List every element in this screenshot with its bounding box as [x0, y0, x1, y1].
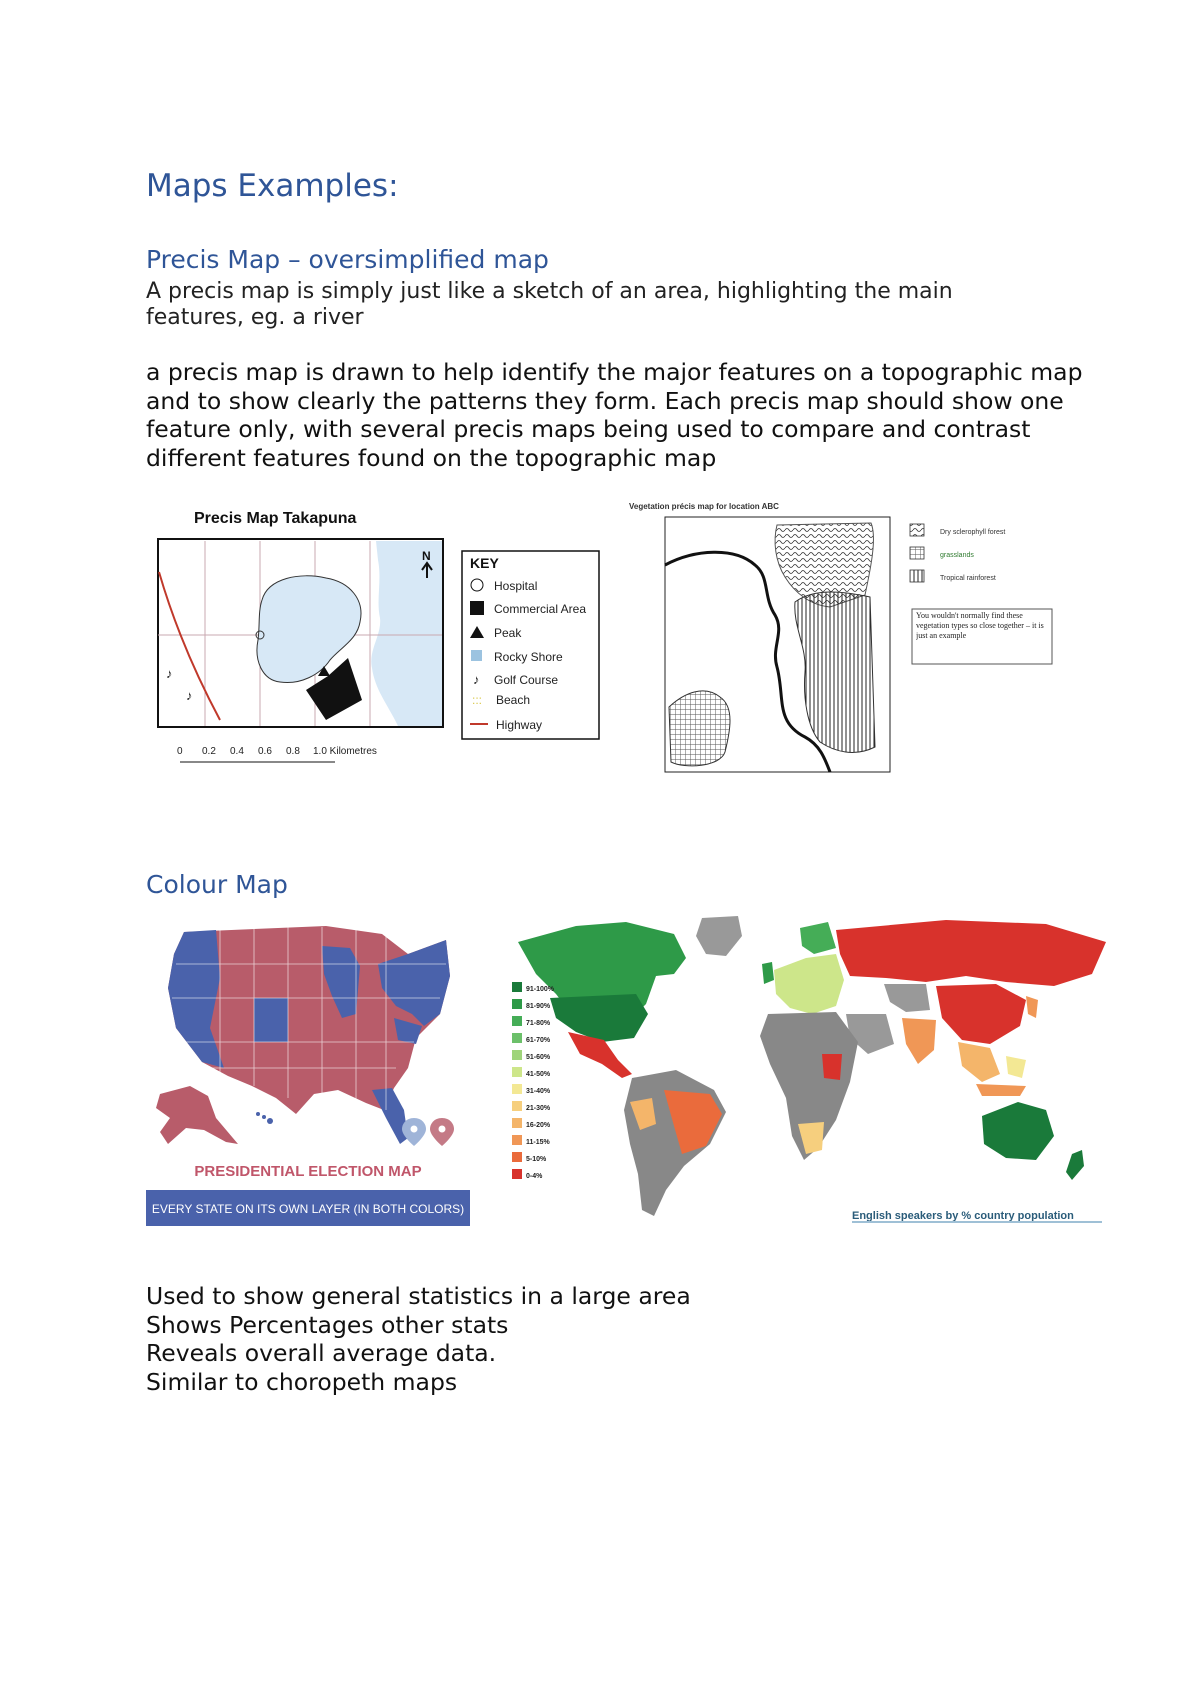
- key-item-hospital: Hospital: [494, 579, 538, 593]
- world-figure: [506, 914, 1106, 1228]
- legend-swatch: [512, 999, 522, 1009]
- central-asia-shape: [884, 984, 930, 1012]
- legend-label: 0-4%: [526, 1173, 543, 1180]
- grasslands-area: [669, 691, 730, 766]
- colour-map-notes: [146, 1282, 691, 1396]
- golf-icon: ♪: [473, 672, 480, 687]
- note-line: Similar to choropeth maps: [146, 1367, 458, 1396]
- new-zealand-shape: [1066, 1150, 1084, 1180]
- key-item-beach: Beach: [496, 693, 531, 707]
- world-legend: [512, 982, 555, 1180]
- legend-label: 71-80%: [526, 1020, 551, 1027]
- greenland-shape: [696, 916, 742, 956]
- legend-label: 51-60%: [526, 1054, 551, 1061]
- svg-text:0.8: 0.8: [286, 746, 300, 757]
- legend-swatch: [512, 1067, 522, 1077]
- legend-swatch: [512, 1084, 522, 1094]
- vegetation-figure: [625, 497, 1070, 777]
- legend-swatch: [512, 1033, 522, 1043]
- vegetation-title: Vegetation précis map for location ABC: [629, 502, 779, 511]
- key-title: KEY: [470, 555, 499, 571]
- takapuna-figure: [150, 500, 610, 770]
- precis-intro: A precis map is simply just like a sketch of an area, highlighting the main features, eg. a river: [146, 279, 953, 330]
- east-africa-shape: [822, 1054, 842, 1080]
- southeast-asia-shape: [958, 1042, 1000, 1082]
- svg-text:0.6: 0.6: [258, 746, 272, 757]
- legend-label: 81-90%: [526, 1003, 551, 1010]
- svg-text:1.0 Kilometres: 1.0 Kilometres: [313, 746, 377, 757]
- golf-course-icon: ♪: [166, 666, 173, 681]
- legend-rain-icon: [910, 570, 924, 582]
- note-line: Reveals overall average data.: [146, 1339, 497, 1367]
- north-label: N: [422, 549, 431, 563]
- legend-swatch: [512, 1016, 522, 1026]
- legend-label: 31-40%: [526, 1088, 551, 1095]
- legend-rain-label: Tropical rainforest: [940, 575, 996, 582]
- note-line: Shows Percentages other stats: [146, 1310, 509, 1339]
- legend-label: 41-50%: [526, 1071, 551, 1078]
- japan-shape: [1026, 996, 1038, 1018]
- election-figure: [146, 918, 470, 1226]
- beach-icon: :::: [472, 693, 483, 707]
- legend-swatch: [512, 1152, 522, 1162]
- commercial-area-icon: [470, 601, 484, 615]
- scandinavia-shape: [800, 922, 836, 954]
- legend-label: 61-70%: [526, 1037, 551, 1044]
- key-item-commercial: Commercial Area: [494, 602, 587, 616]
- europe-shape: [774, 954, 844, 1014]
- precis-body: a precis map is drawn to help identify the major features on a topographic map and to show clearly the patterns they form. Each precis map should show one feature only, with several precis maps being used to compare and contrast different features found on the topographic map: [146, 358, 1083, 472]
- svg-text:0.4: 0.4: [230, 746, 244, 757]
- philippines-shape: [1006, 1056, 1026, 1078]
- election-title: PRESIDENTIAL ELECTION MAP: [194, 1163, 422, 1180]
- note-line: Used to show general statistics in a large area: [146, 1282, 691, 1310]
- svg-text:0.2: 0.2: [202, 746, 216, 757]
- legend-grass-icon: [910, 547, 924, 559]
- legend-swatch: [512, 1169, 522, 1179]
- indonesia-shape: [976, 1084, 1026, 1096]
- legend-swatch: [512, 1135, 522, 1145]
- key-item-peak: Peak: [494, 626, 522, 640]
- us-mountain-blue-states: [254, 998, 288, 1042]
- page-title: Maps Examples:: [146, 168, 399, 204]
- key-item-golf: Golf Course: [494, 673, 559, 687]
- world-caption: English speakers by % country population: [852, 1210, 1074, 1222]
- legend-grass-label: grasslands: [940, 552, 974, 559]
- legend-label: 91-100%: [526, 986, 555, 993]
- legend-label: 16-20%: [526, 1122, 551, 1129]
- legend-label: 5-10%: [526, 1156, 547, 1163]
- china-shape: [936, 984, 1026, 1044]
- russia-shape: [836, 920, 1106, 986]
- legend-dry-icon: [910, 524, 924, 536]
- legend-label: 11-15%: [526, 1139, 550, 1146]
- legend-swatch: [512, 1101, 522, 1111]
- vegetation-note: You wouldn't normally find these vegetation types so close together – it is just an example: [916, 611, 1044, 640]
- key-item-highway: Highway: [496, 718, 543, 732]
- svg-text:0: 0: [177, 746, 183, 757]
- election-subtitle: EVERY STATE ON ITS OWN LAYER (IN BOTH COLORS): [151, 1202, 465, 1216]
- india-shape: [902, 1018, 936, 1064]
- legend-label: 21-30%: [526, 1105, 551, 1112]
- takapuna-title: Precis Map Takapuna: [194, 510, 357, 527]
- rocky-shore-icon: [471, 650, 482, 661]
- legend-swatch: [512, 1050, 522, 1060]
- usa-shape: [550, 994, 648, 1042]
- precis-heading: Precis Map – oversimplified map: [146, 245, 549, 274]
- legend-dry-label: Dry sclerophyll forest: [940, 529, 1006, 536]
- legend-swatch: [512, 982, 522, 992]
- uk-shape: [762, 962, 774, 984]
- colour-map-heading: Colour Map: [146, 870, 288, 899]
- legend-swatch: [512, 1118, 522, 1128]
- australia-shape: [982, 1102, 1054, 1160]
- key-item-rocky-shore: Rocky Shore: [494, 650, 563, 664]
- golf-course-icon-2: ♪: [186, 688, 193, 703]
- scale-ticks: [177, 746, 377, 757]
